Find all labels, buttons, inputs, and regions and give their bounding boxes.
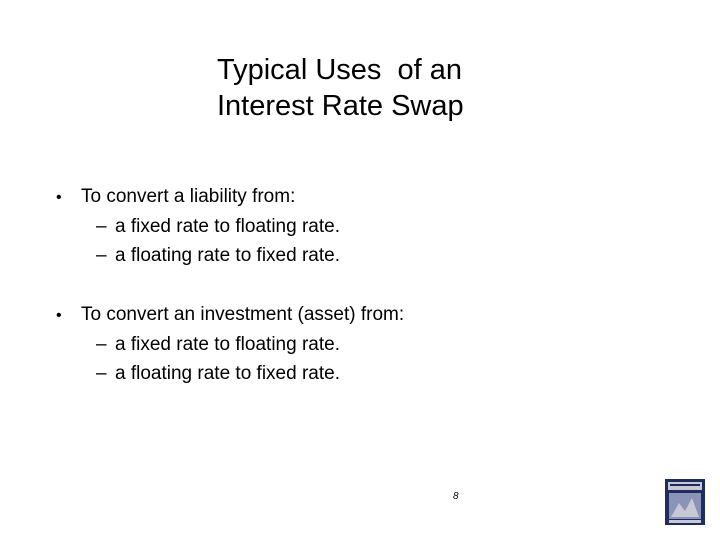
sub-bullet-text: a floating rate to fixed rate. xyxy=(115,245,340,266)
slide-title-line-1: Typical Uses of an xyxy=(217,54,462,86)
slide-title xyxy=(217,52,537,124)
dash-icon: – xyxy=(96,216,107,237)
dash-icon: – xyxy=(96,334,107,355)
book-cover-icon xyxy=(665,479,705,525)
slide-title-line-2: Interest Rate Swap xyxy=(217,90,464,122)
bullet-dot-icon: • xyxy=(56,307,62,324)
bullet-text: To convert an investment (asset) from: xyxy=(81,304,405,325)
logo-band-stripe xyxy=(670,484,700,486)
sub-bullet-item xyxy=(56,359,404,388)
sub-bullet-item xyxy=(56,241,340,270)
dash-icon: – xyxy=(96,245,107,266)
bullet-dot-icon: • xyxy=(56,189,62,206)
sub-bullet-item xyxy=(56,330,404,359)
sub-bullet-text: a fixed rate to floating rate. xyxy=(115,216,340,237)
bullet-item xyxy=(56,300,404,388)
bullet-item xyxy=(56,182,340,270)
sub-bullet-text: a fixed rate to floating rate. xyxy=(115,334,340,355)
bullet-text: To convert a liability from: xyxy=(81,186,296,207)
logo-footer xyxy=(669,520,701,523)
sub-bullet-text: a floating rate to fixed rate. xyxy=(115,363,340,384)
sub-bullet-item xyxy=(56,212,340,241)
dash-icon: – xyxy=(96,363,107,384)
page-number: 8 xyxy=(453,491,459,502)
